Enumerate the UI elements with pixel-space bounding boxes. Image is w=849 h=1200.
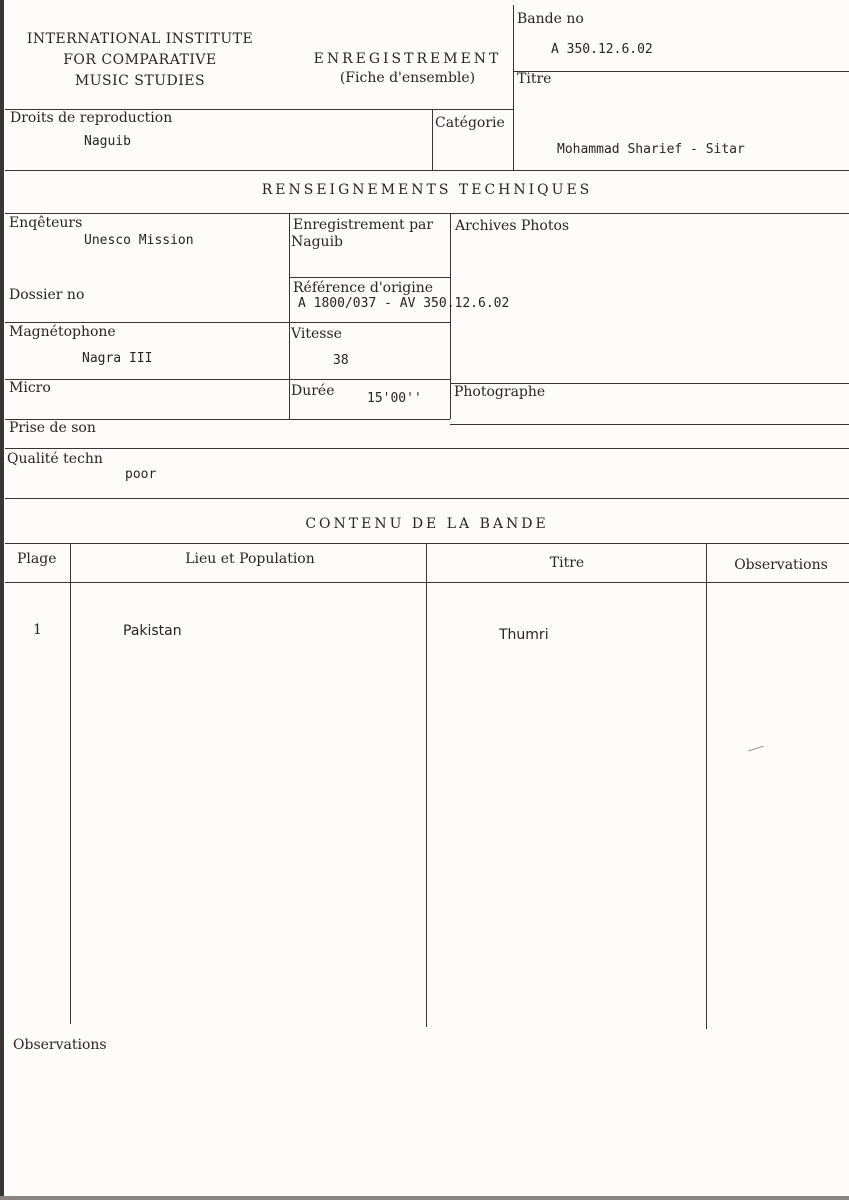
bande-label: Bande no (517, 11, 584, 27)
enqueteurs-value: Unesco Mission (84, 233, 194, 248)
categorie-label: Catégorie (435, 115, 505, 131)
header-divider (513, 5, 514, 171)
enregistrement-value: Naguib (291, 234, 344, 250)
pen-mark (748, 746, 764, 752)
contents-header-rule (5, 582, 849, 583)
duree-value: 15'00'' (367, 391, 422, 406)
observations-label: Observations (13, 1037, 107, 1053)
qualite-label: Qualité techn (7, 451, 103, 467)
rights-rule (5, 170, 849, 171)
scan-edge-left (0, 0, 4, 1200)
droits-value: Naguib (84, 134, 131, 149)
photographe-label: Photographe (454, 384, 546, 400)
archives-photos-label: Archives Photos (455, 218, 570, 234)
photographe-rule (450, 424, 849, 425)
column-observations: Observations (734, 557, 828, 573)
tech-section-title: RENSEIGNEMENTS TECHNIQUES (261, 182, 593, 198)
scan-edge-bottom (0, 1196, 849, 1200)
institute-name (10, 29, 270, 92)
vitesse-label: Vitesse (291, 326, 342, 342)
bande-value: A 350.12.6.02 (551, 42, 653, 57)
prise-rule (5, 448, 849, 449)
tech-top-rule (5, 213, 849, 214)
row-1-plage: 1 (33, 622, 42, 638)
contents-col-divider-3 (706, 543, 707, 1029)
magnetophone-label: Magnétophone (9, 324, 116, 340)
bande-rule (513, 71, 849, 72)
institute-line-1: INTERNATIONAL INSTITUTE (26, 31, 254, 47)
column-plage: Plage (17, 551, 57, 567)
institute-line-3: MUSIC STUDIES (74, 73, 206, 89)
document-title: ENREGISTREMENT (313, 51, 502, 67)
enregistrement-label: Enregistrement par (293, 217, 434, 233)
tech-col-divider-2 (450, 213, 451, 419)
vitesse-value: 38 (333, 353, 349, 368)
titre-value: Mohammad Sharief - Sitar (557, 142, 745, 157)
contents-top-rule (5, 543, 849, 544)
qualite-rule (5, 498, 849, 499)
contents-col-divider-1 (70, 543, 71, 1024)
titre-label: Titre (517, 71, 552, 87)
prise-de-son-label: Prise de son (9, 420, 96, 436)
document-subtitle: (Fiche d'ensemble) (339, 70, 476, 86)
dossier-rule (5, 322, 450, 323)
magnetophone-rule (5, 379, 450, 380)
categorie-divider (432, 110, 433, 171)
row-1-lieu: Pakistan (123, 623, 182, 639)
micro-label: Micro (9, 380, 51, 396)
tech-col-divider-1 (289, 213, 290, 419)
contents-section-title: CONTENU DE LA BANDE (305, 516, 549, 532)
column-titre: Titre (549, 555, 585, 571)
dossier-label: Dossier no (9, 287, 85, 303)
duree-label: Durée (291, 383, 335, 399)
enregistrement-rule (289, 277, 450, 278)
reference-label: Référence d'origine (293, 280, 434, 296)
reference-value: A 1800/037 - AV 350.12.6.02 (298, 296, 510, 311)
column-lieu: Lieu et Population (185, 551, 315, 567)
qualite-value: poor (125, 467, 157, 482)
institute-line-2: FOR COMPARATIVE (63, 52, 217, 68)
row-1-titre: Thumri (499, 627, 549, 643)
enqueteurs-label: Enqêteurs (9, 215, 83, 231)
droits-label: Droits de reproduction (10, 110, 173, 126)
magnetophone-value: Nagra III (82, 351, 153, 366)
contents-col-divider-2 (426, 543, 427, 1027)
